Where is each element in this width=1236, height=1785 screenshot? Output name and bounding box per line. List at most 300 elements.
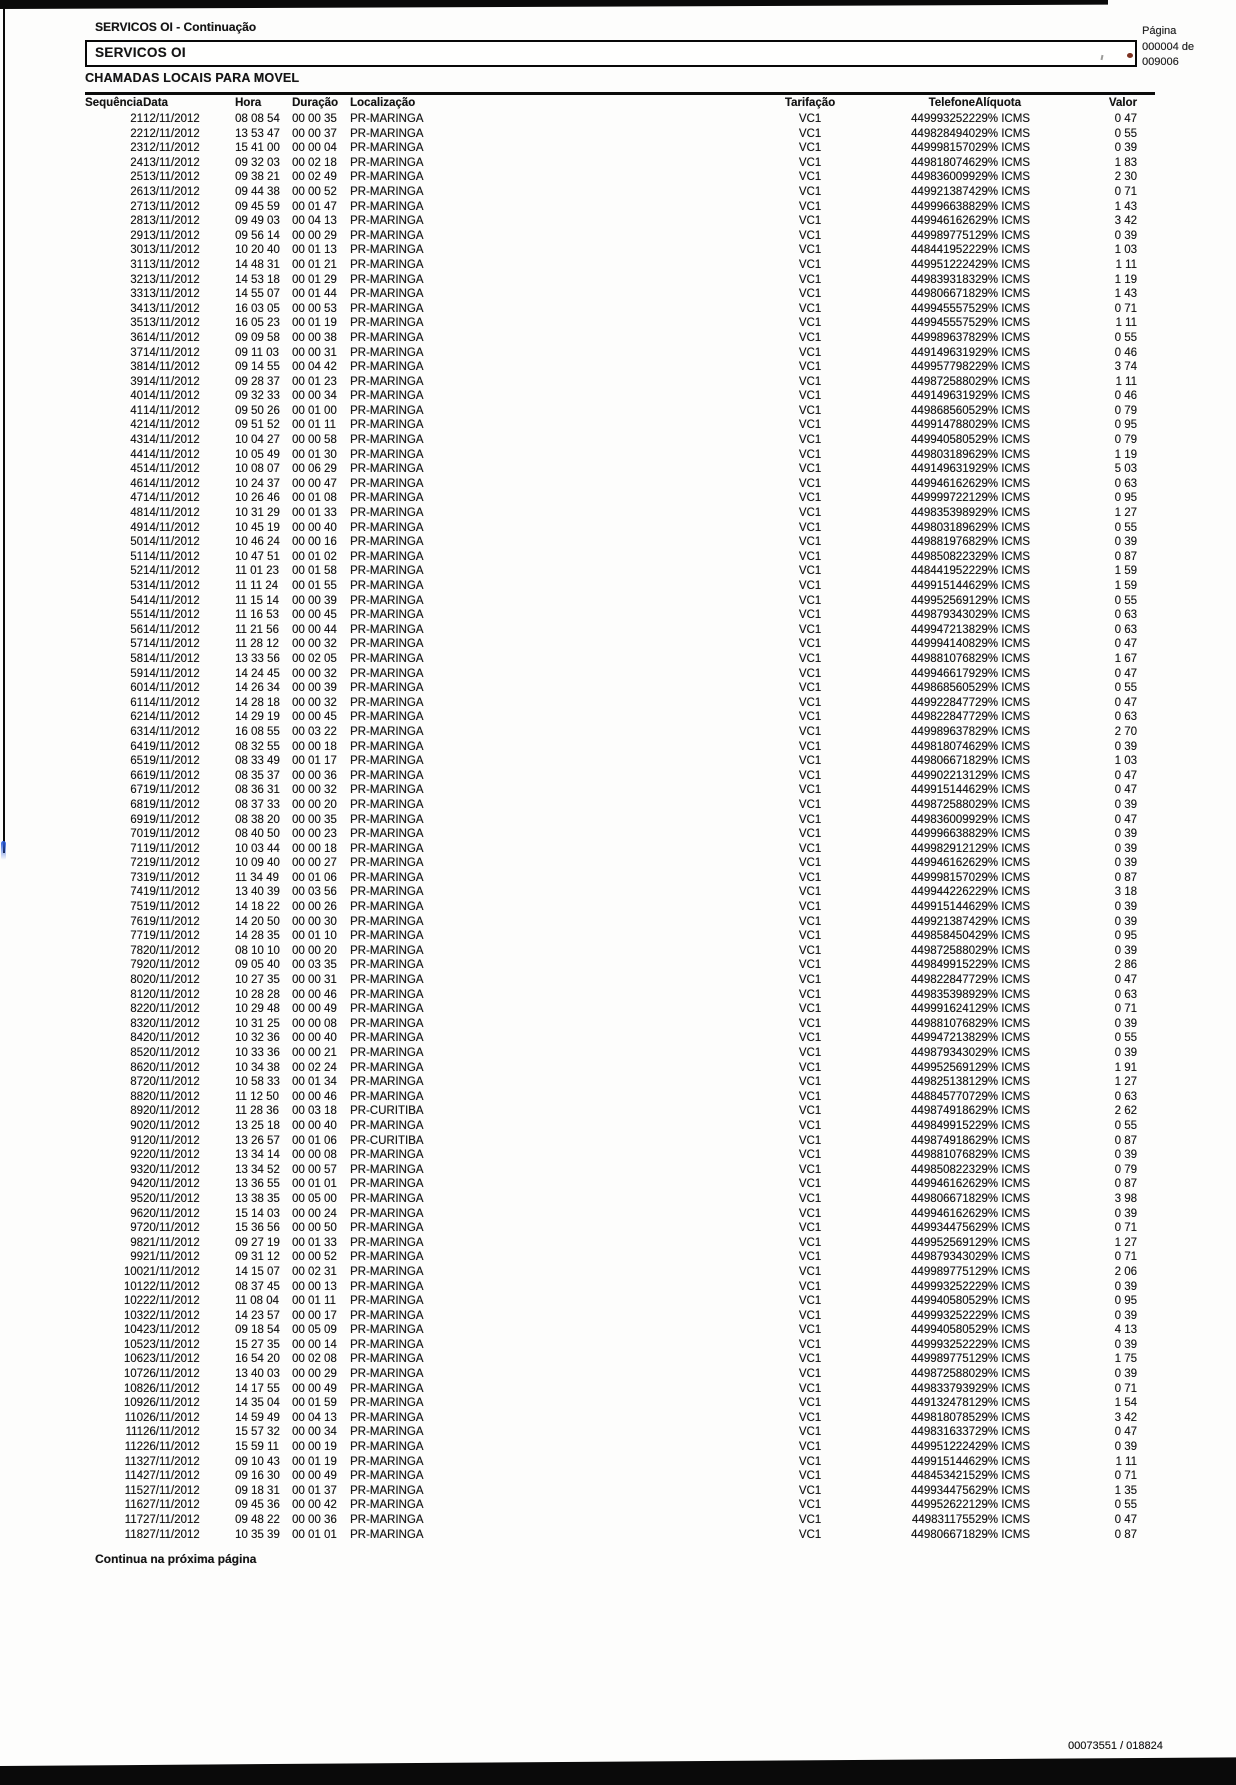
cell-valor: 2 62	[1114, 1105, 1137, 1118]
cell-aliquota: 29% ICMS	[975, 638, 1030, 651]
cell-aliquota: 29% ICMS	[975, 1003, 1030, 1016]
cell-sequencia: 91	[130, 1134, 143, 1147]
cell-data: 14/11/2012	[143, 536, 200, 549]
cell-aliquota: 29% ICMS	[975, 477, 1030, 490]
cell-data: 27/11/2012	[143, 1499, 200, 1512]
cell-localizacao: PR-MARINGA	[350, 113, 424, 125]
table-row	[85, 243, 1137, 258]
cell-telefone: 4498031896	[911, 448, 975, 461]
cell-duracao: 00 00 36	[292, 1514, 337, 1526]
cell-aliquota: 29% ICMS	[975, 974, 1030, 987]
cell-localizacao: PR-MARINGA	[350, 492, 424, 505]
cell-telefone: 4491496319	[911, 390, 975, 403]
cell-sequencia: 30	[130, 244, 143, 257]
cell-sequencia: 27	[130, 200, 143, 213]
cell-valor: 0 39	[1114, 1338, 1137, 1351]
cell-telefone: 4499512224	[911, 258, 975, 271]
cell-hora: 09 49 03	[235, 215, 280, 228]
cell-data: 14/11/2012	[143, 565, 200, 578]
cell-tarifacao: VC1	[798, 580, 822, 592]
scan-edge-left-blue-mark	[1, 841, 6, 860]
table-row	[85, 521, 1137, 536]
cell-aliquota: 29% ICMS	[975, 1470, 1030, 1483]
cell-valor: 1 59	[1114, 565, 1137, 578]
scan-edge-top	[0, 0, 1108, 9]
cell-sequencia: 56	[130, 623, 143, 636]
table-row	[85, 988, 1137, 1003]
cell-data: 20/11/2012	[143, 1163, 200, 1176]
cell-localizacao: PR-MARINGA	[350, 200, 424, 213]
cell-localizacao: PR-MARINGA	[350, 258, 424, 271]
cell-hora: 10 08 07	[235, 463, 280, 476]
cell-data: 20/11/2012	[143, 1061, 200, 1074]
cell-sequencia: 40	[130, 390, 143, 403]
cell-hora: 11 01 23	[235, 565, 279, 578]
cell-duracao: 00 02 08	[292, 1353, 337, 1366]
cell-telefone: 4499896378	[911, 331, 975, 344]
page-indicator	[1142, 24, 1194, 71]
cell-telefone: 4498749186	[911, 1105, 975, 1118]
cell-aliquota: 29% ICMS	[975, 565, 1030, 578]
cell-hora: 13 40 03	[235, 1368, 280, 1381]
cell-duracao: 00 00 31	[292, 346, 337, 359]
cell-valor: 0 55	[1114, 1032, 1137, 1045]
cell-data: 20/11/2012	[143, 944, 200, 957]
cell-telefone: 4499213874	[911, 915, 975, 928]
cell-hora: 15 27 35	[235, 1338, 280, 1351]
cell-tarifacao: VC1	[798, 1105, 822, 1118]
cell-aliquota: 29% ICMS	[975, 127, 1030, 140]
cell-tarifacao: VC1	[798, 1528, 822, 1541]
cell-data: 13/11/2012	[143, 185, 200, 198]
cell-hora: 15 41 00	[235, 142, 280, 155]
table-row	[85, 915, 1137, 930]
cell-aliquota: 29% ICMS	[975, 156, 1030, 169]
cell-sequencia: 113	[124, 1455, 143, 1468]
cell-valor: 1 43	[1114, 288, 1137, 301]
cell-valor: 3 42	[1114, 1411, 1137, 1424]
cell-hora: 08 33 49	[235, 755, 280, 768]
cell-hora: 08 37 45	[235, 1280, 280, 1293]
cell-telefone: 4498066718	[911, 288, 975, 301]
cell-tarifacao: VC1	[798, 229, 822, 242]
cell-tarifacao: VC1	[798, 652, 822, 665]
cell-hora: 14 28 18	[235, 696, 280, 709]
cell-sequencia: 41	[130, 404, 143, 417]
cell-aliquota: 29% ICMS	[975, 244, 1030, 257]
cell-hora: 09 05 40	[235, 959, 280, 972]
cell-tarifacao: VC1	[798, 171, 822, 184]
cell-duracao: 00 00 26	[292, 901, 337, 914]
cell-tarifacao: VC1	[798, 1441, 822, 1454]
cell-sequencia: 51	[130, 550, 143, 563]
cell-telefone: 4499916241	[911, 1003, 975, 1016]
cell-tarifacao: VC1	[798, 842, 822, 855]
cell-data: 26/11/2012	[143, 1382, 200, 1395]
cell-telefone: 4499932522	[911, 1309, 975, 1322]
table-row	[85, 141, 1137, 156]
cell-sequencia: 60	[130, 682, 143, 695]
cell-telefone: 4498810768	[911, 1149, 975, 1162]
cell-hora: 15 14 03	[235, 1207, 280, 1220]
cell-duracao: 00 00 42	[292, 1499, 337, 1512]
cell-valor: 0 71	[1114, 1470, 1137, 1483]
cell-telefone: 4498311755	[911, 1514, 975, 1526]
cell-telefone: 4498360099	[911, 813, 975, 826]
cell-telefone: 4498066718	[911, 755, 975, 768]
cell-aliquota: 29% ICMS	[975, 769, 1030, 782]
cell-valor: 1 75	[1114, 1353, 1137, 1366]
table-row	[85, 1046, 1137, 1061]
cell-hora: 10 03 44	[235, 842, 280, 855]
cell-sequencia: 98	[130, 1236, 143, 1249]
table-row	[85, 346, 1137, 361]
table-row	[85, 725, 1137, 740]
cell-tarifacao: VC1	[798, 113, 822, 125]
cell-telefone: 4499455575	[911, 302, 975, 315]
cell-telefone: 4499997221	[911, 492, 975, 505]
cell-hora: 10 47 51	[235, 550, 280, 563]
cell-data: 19/11/2012	[143, 857, 200, 870]
cell-valor: 1 83	[1114, 156, 1137, 169]
cell-duracao: 00 00 18	[292, 842, 337, 855]
cell-duracao: 00 01 01	[292, 1178, 337, 1191]
cell-tarifacao: VC1	[798, 550, 822, 563]
cell-telefone: 4498066718	[911, 1192, 975, 1205]
cell-telefone: 4499344756	[911, 1222, 975, 1235]
cell-data: 27/11/2012	[143, 1470, 200, 1483]
cell-telefone: 4498793430	[911, 1251, 975, 1264]
cell-aliquota: 29% ICMS	[975, 623, 1030, 636]
cell-tarifacao: VC1	[798, 288, 822, 301]
cell-tarifacao: VC1	[798, 1397, 822, 1410]
cell-duracao: 00 00 40	[292, 1032, 337, 1045]
table-row	[85, 1440, 1137, 1455]
cell-telefone: 4499151446	[911, 580, 975, 592]
cell-telefone: 4498499152	[911, 1119, 975, 1132]
cell-tarifacao: VC1	[798, 404, 822, 417]
cell-sequencia: 84	[130, 1032, 143, 1045]
cell-data: 12/11/2012	[143, 142, 200, 155]
cell-data: 13/11/2012	[143, 171, 200, 184]
cell-tarifacao: VC1	[798, 1470, 822, 1483]
cell-duracao: 00 00 32	[292, 667, 337, 680]
cell-aliquota: 29% ICMS	[975, 142, 1030, 155]
cell-localizacao: PR-MARINGA	[350, 171, 424, 184]
col-header-telefone: Telefone	[928, 97, 975, 109]
table-row	[85, 1192, 1137, 1207]
cell-telefone: 4498725880	[911, 944, 975, 957]
cell-duracao: 00 01 33	[292, 1236, 337, 1249]
table-row	[85, 1207, 1137, 1222]
cell-localizacao: PR-MARINGA	[350, 1236, 424, 1249]
cell-localizacao: PR-MARINGA	[350, 1484, 424, 1497]
cell-telefone: 4498393183	[911, 273, 975, 286]
cell-valor: 0 47	[1114, 1514, 1137, 1526]
table-row	[85, 1455, 1137, 1470]
cell-aliquota: 29% ICMS	[975, 711, 1030, 724]
cell-valor: 0 47	[1114, 813, 1137, 826]
cell-tarifacao: VC1	[798, 1324, 822, 1337]
cell-tarifacao: VC1	[798, 1455, 822, 1468]
cell-tarifacao: VC1	[798, 755, 822, 768]
cell-aliquota: 29% ICMS	[975, 215, 1030, 228]
cell-duracao: 00 01 55	[292, 580, 337, 592]
cell-valor: 0 71	[1114, 1251, 1137, 1264]
cell-localizacao: PR-MARINGA	[350, 302, 424, 315]
cell-valor: 1 03	[1114, 755, 1137, 768]
cell-sequencia: 37	[130, 346, 143, 359]
cell-sequencia: 47	[130, 492, 143, 505]
cell-sequencia: 104	[123, 1324, 143, 1337]
cell-sequencia: 88	[130, 1090, 143, 1103]
cell-duracao: 00 01 06	[292, 1134, 337, 1147]
cell-duracao: 00 01 33	[292, 507, 337, 520]
cell-telefone: 4499966388	[911, 828, 975, 841]
cell-hora: 11 12 50	[235, 1090, 279, 1103]
cell-telefone: 4498360099	[911, 171, 975, 184]
cell-telefone: 4499213874	[911, 185, 975, 198]
cell-valor: 0 63	[1114, 477, 1137, 490]
cell-data: 14/11/2012	[143, 550, 200, 563]
cell-data: 20/11/2012	[143, 1076, 200, 1089]
cell-tarifacao: VC1	[798, 302, 822, 315]
cell-tarifacao: VC1	[798, 1236, 822, 1249]
cell-data: 14/11/2012	[143, 682, 200, 695]
col-header-tarifacao: Tarifação	[784, 97, 836, 109]
cell-valor: 0 46	[1114, 346, 1137, 359]
table-row	[85, 696, 1137, 711]
cell-tarifacao: VC1	[798, 1076, 822, 1089]
cell-hora: 09 45 59	[235, 200, 280, 213]
cell-tarifacao: VC1	[798, 434, 822, 447]
cell-sequencia: 90	[130, 1119, 143, 1132]
cell-sequencia: 52	[130, 565, 143, 578]
cell-data: 14/11/2012	[143, 477, 200, 490]
cell-valor: 1 11	[1115, 1455, 1137, 1468]
cell-hora: 13 36 55	[235, 1178, 280, 1191]
table-row	[85, 783, 1137, 798]
cell-localizacao: PR-MARINGA	[350, 1192, 424, 1205]
cell-data: 20/11/2012	[143, 1178, 200, 1191]
cell-telefone: 4499472138	[911, 623, 975, 636]
cell-localizacao: PR-MARINGA	[350, 1047, 424, 1059]
cell-localizacao: PR-MARINGA	[350, 550, 424, 563]
cell-aliquota: 29% ICMS	[975, 492, 1030, 505]
table-row	[85, 637, 1137, 652]
cell-aliquota: 29% ICMS	[975, 1528, 1030, 1541]
cell-valor: 0 71	[1114, 1222, 1137, 1235]
cell-tarifacao: VC1	[798, 1280, 822, 1293]
cell-tarifacao: VC1	[798, 638, 822, 651]
table-row	[85, 827, 1137, 842]
cell-aliquota: 29% ICMS	[975, 1309, 1030, 1322]
cell-hora: 11 34 49	[235, 871, 279, 884]
cell-hora: 08 37 33	[235, 798, 280, 811]
table-row	[85, 681, 1137, 696]
cell-duracao: 00 00 23	[292, 828, 337, 841]
cell-localizacao: PR-MARINGA	[350, 1411, 424, 1424]
cell-valor: 0 79	[1114, 1163, 1137, 1176]
cell-valor: 1 03	[1114, 244, 1137, 257]
cell-telefone: 4499932522	[911, 1280, 975, 1293]
cell-localizacao: PR-CURITIBA	[350, 1134, 424, 1147]
cell-hora: 16 54 20	[235, 1353, 280, 1366]
cell-valor: 0 79	[1114, 404, 1137, 417]
cell-localizacao: PR-MARINGA	[350, 1090, 424, 1103]
cell-valor: 0 87	[1114, 871, 1137, 884]
cell-data: 19/11/2012	[143, 915, 200, 928]
cell-tarifacao: VC1	[798, 609, 822, 622]
cell-localizacao: PR-MARINGA	[350, 696, 424, 709]
cell-data: 26/11/2012	[143, 1368, 200, 1381]
cell-localizacao: PR-MARINGA	[350, 1280, 424, 1293]
cell-valor: 0 39	[1114, 857, 1137, 870]
cell-tarifacao: VC1	[798, 244, 822, 257]
cell-valor: 1 27	[1114, 507, 1137, 520]
cell-sequencia: 77	[130, 930, 143, 943]
cell-aliquota: 29% ICMS	[975, 1397, 1030, 1410]
cell-duracao: 00 00 14	[292, 1338, 337, 1351]
cell-tarifacao: VC1	[798, 740, 822, 753]
cell-aliquota: 29% ICMS	[975, 580, 1030, 592]
cell-sequencia: 111	[125, 1426, 143, 1439]
cell-localizacao: PR-MARINGA	[350, 886, 424, 899]
cell-valor: 0 55	[1114, 331, 1137, 344]
table-row	[85, 1090, 1137, 1105]
cell-telefone: 4498685605	[911, 682, 975, 695]
cell-aliquota: 29% ICMS	[975, 536, 1030, 549]
table-row	[85, 375, 1137, 390]
table-row	[85, 1265, 1137, 1280]
cell-valor: 1 11	[1115, 317, 1137, 330]
cell-localizacao: PR-MARINGA	[350, 477, 424, 490]
cell-data: 19/11/2012	[143, 828, 200, 841]
cell-valor: 0 39	[1114, 1207, 1137, 1220]
table-row	[85, 1309, 1137, 1324]
cell-localizacao: PR-MARINGA	[350, 390, 424, 403]
cell-hora: 10 34 38	[235, 1061, 280, 1074]
cell-tarifacao: VC1	[798, 886, 822, 899]
cell-tarifacao: VC1	[798, 1295, 822, 1308]
cell-localizacao: PR-MARINGA	[350, 915, 424, 928]
cell-duracao: 00 00 37	[292, 127, 337, 140]
cell-valor: 1 11	[1115, 375, 1137, 388]
cell-hora: 13 40 39	[235, 886, 280, 899]
cell-sequencia: 106	[123, 1353, 143, 1366]
cell-hora: 14 53 18	[235, 273, 280, 286]
cell-sequencia: 55	[130, 609, 143, 622]
cell-duracao: 00 00 30	[292, 915, 337, 928]
cell-valor: 0 63	[1114, 609, 1137, 622]
cell-telefone: 4498810768	[911, 1017, 975, 1030]
cell-aliquota: 29% ICMS	[975, 798, 1030, 811]
cell-sequencia: 96	[130, 1207, 143, 1220]
cell-duracao: 00 01 10	[292, 930, 337, 943]
cell-localizacao: PR-MARINGA	[350, 755, 424, 768]
cell-localizacao: PR-MARINGA	[350, 1470, 424, 1483]
scan-speck-mark	[1101, 55, 1104, 60]
cell-valor: 1 19	[1114, 448, 1137, 461]
cell-hora: 14 29 19	[235, 711, 280, 724]
cell-telefone: 4499405805	[911, 1295, 975, 1308]
page-indicator-number: 000004 de	[1142, 40, 1194, 53]
cell-aliquota: 29% ICMS	[975, 1280, 1030, 1293]
table-row	[85, 1294, 1137, 1309]
cell-data: 14/11/2012	[143, 594, 200, 607]
cell-sequencia: 81	[130, 988, 143, 1001]
cell-hora: 09 38 21	[235, 171, 280, 184]
cell-tarifacao: VC1	[798, 273, 822, 286]
cell-aliquota: 29% ICMS	[975, 1178, 1030, 1191]
cell-valor: 0 39	[1114, 1017, 1137, 1030]
cell-aliquota: 29% ICMS	[975, 1047, 1030, 1059]
cell-valor: 3 98	[1114, 1192, 1137, 1205]
cell-aliquota: 29% ICMS	[975, 288, 1030, 301]
cell-telefone: 4499525691	[911, 1061, 975, 1074]
cell-localizacao: PR-MARINGA	[350, 317, 424, 330]
cell-sequencia: 110	[124, 1411, 143, 1424]
cell-sequencia: 92	[130, 1149, 143, 1162]
cell-valor: 0 47	[1114, 638, 1137, 651]
cell-valor: 0 95	[1114, 419, 1137, 432]
cell-tarifacao: VC1	[798, 594, 822, 607]
cell-valor: 0 39	[1114, 901, 1137, 914]
cell-sequencia: 23	[130, 142, 143, 155]
cell-telefone: 4498725880	[911, 1368, 975, 1381]
cell-hora: 11 11 24	[235, 580, 279, 592]
cell-aliquota: 29% ICMS	[975, 521, 1030, 534]
cell-data: 27/11/2012	[143, 1484, 200, 1497]
cell-localizacao: PR-MARINGA	[350, 273, 424, 286]
cell-aliquota: 29% ICMS	[975, 1134, 1030, 1147]
cell-localizacao: PR-MARINGA	[350, 127, 424, 140]
cell-tarifacao: VC1	[798, 419, 822, 432]
cell-aliquota: 29% ICMS	[975, 1207, 1030, 1220]
cell-data: 14/11/2012	[143, 521, 200, 534]
cell-hora: 10 28 28	[235, 988, 280, 1001]
cell-data: 20/11/2012	[143, 1222, 200, 1235]
cell-duracao: 00 00 39	[292, 594, 337, 607]
cell-sequencia: 65	[130, 755, 143, 768]
cell-data: 13/11/2012	[143, 215, 200, 228]
cell-duracao: 00 00 08	[292, 1017, 337, 1030]
cell-duracao: 00 01 11	[292, 419, 336, 432]
cell-localizacao: PR-MARINGA	[350, 434, 424, 447]
cell-duracao: 00 00 24	[292, 1207, 337, 1220]
cell-hora: 09 32 33	[235, 390, 280, 403]
table-row	[85, 1148, 1137, 1163]
cell-data: 13/11/2012	[143, 229, 200, 242]
cell-tarifacao: VC1	[798, 1090, 822, 1103]
cell-aliquota: 29% ICMS	[975, 1426, 1030, 1439]
cell-duracao: 00 00 35	[292, 113, 337, 125]
cell-hora: 13 26 57	[235, 1134, 280, 1147]
cell-sequencia: 69	[130, 813, 143, 826]
cell-duracao: 00 01 29	[292, 273, 337, 286]
cell-aliquota: 29% ICMS	[975, 1061, 1030, 1074]
cell-telefone: 4498251381	[911, 1076, 975, 1089]
cell-localizacao: PR-MARINGA	[350, 609, 424, 622]
cell-aliquota: 29% ICMS	[975, 886, 1030, 899]
cell-hora: 10 58 33	[235, 1076, 280, 1089]
cell-duracao: 00 04 42	[292, 361, 337, 374]
calls-table-header	[85, 95, 1137, 112]
cell-tarifacao: VC1	[798, 127, 822, 140]
cell-localizacao: PR-MARINGA	[350, 1222, 424, 1235]
cell-telefone: 4499442262	[911, 886, 975, 899]
cell-localizacao: PR-MARINGA	[350, 1295, 424, 1308]
